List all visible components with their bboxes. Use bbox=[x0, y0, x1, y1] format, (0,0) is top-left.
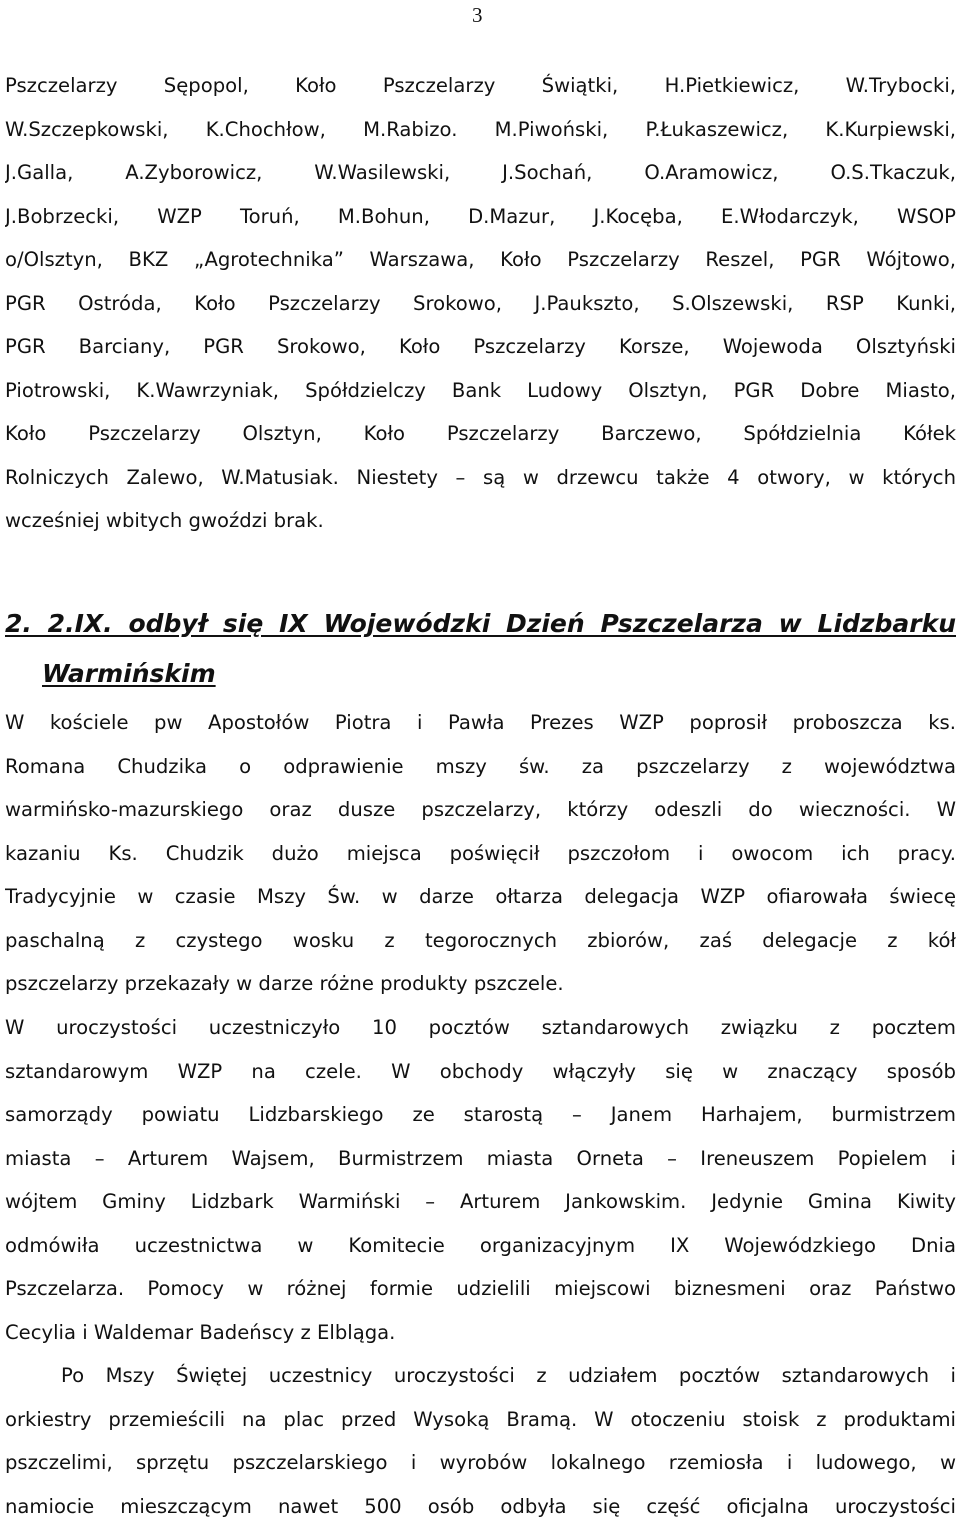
text-line: samorządy powiatu Lidzbarskiego ze starostą – Janem Harhajem, burmistrzem bbox=[5, 1093, 956, 1137]
text-line: namiocie mieszczącym nawet 500 osób odbyła się część oficjalna uroczystości bbox=[5, 1485, 956, 1528]
text-line: odmówiła uczestnictwa w Komitecie organizacyjnym IX Wojewódzkiego Dnia bbox=[5, 1224, 956, 1268]
section-heading-line-2: Warmińskim bbox=[5, 649, 956, 699]
text-line: pszczelimi, sprzętu pszczelarskiego i wyrobów lokalnego rzemiosła i ludowego, w bbox=[5, 1441, 956, 1485]
text-line: Romana Chudzika o odprawienie mszy św. za pszczelarzy z województwa bbox=[5, 745, 956, 789]
section-heading bbox=[5, 599, 956, 699]
text-line: sztandarowym WZP na czele. W obchody włączyły się w znaczący sposób bbox=[5, 1050, 956, 1094]
paragraph-ceremony bbox=[5, 1006, 956, 1354]
text-line: J.Galla, A.Zyborowicz, W.Wasilewski, J.Sochań, O.Aramowicz, O.S.Tkaczuk, bbox=[5, 151, 956, 195]
text-line: W.Szczepkowski, K.Chochłow, M.Rabizo. M.Piwoński, P.Łukaszewicz, K.Kurpiewski, bbox=[5, 108, 956, 152]
text-line: Rolniczych Zalewo, W.Matusiak. Niestety – są w drzewcu także 4 otwory, w których bbox=[5, 456, 956, 500]
page-number: 3 bbox=[472, 3, 483, 27]
section-heading-line-1: 2. 2.IX. odbył się IX Wojewódzki Dzień Pszczelarza w Lidzbarku bbox=[5, 599, 956, 649]
text-line: Pszczelarza. Pomocy w różnej formie udzielili miejscowi biznesmeni oraz Państwo bbox=[5, 1267, 956, 1311]
text-line: orkiestry przemieścili na plac przed Wysoką Bramą. W otoczeniu stoisk z produktami bbox=[5, 1398, 956, 1442]
text-line: paschalną z czystego wosku z tegorocznych zbiorów, zaś delegacje z kół bbox=[5, 919, 956, 963]
text-line: PGR Barciany, PGR Srokowo, Koło Pszczelarzy Korsze, Wojewoda Olsztyński bbox=[5, 325, 956, 369]
text-line: wcześniej wbitych gwoździ brak. bbox=[5, 499, 956, 543]
text-line: o/Olsztyn, BKZ „Agrotechnika” Warszawa, Koło Pszczelarzy Reszel, PGR Wójtowo, bbox=[5, 238, 956, 282]
text-line: W kościele pw Apostołów Piotra i Pawła Prezes WZP poprosił proboszcza ks. bbox=[5, 701, 956, 745]
text-line: Cecylia i Waldemar Badeńscy z Elbląga. bbox=[5, 1311, 956, 1355]
text-line: kazaniu Ks. Chudzik dużo miejsca poświęcił pszczołom i owocom ich pracy. bbox=[5, 832, 956, 876]
text-line: PGR Ostróda, Koło Pszczelarzy Srokowo, J.Paukszto, S.Olszewski, RSP Kunki, bbox=[5, 282, 956, 326]
text-line: pszczelarzy przekazały w darze różne produkty pszczele. bbox=[5, 962, 956, 1006]
text-line: J.Bobrzecki, WZP Toruń, M.Bohun, D.Mazur, J.Kocęba, E.Włodarczyk, WSOP bbox=[5, 195, 956, 239]
text-line: miasta – Arturem Wajsem, Burmistrzem miasta Orneta – Ireneuszem Popielem i bbox=[5, 1137, 956, 1181]
paragraph-mass bbox=[5, 701, 956, 1006]
text-line: Po Mszy Świętej uczestnicy uroczystości z udziałem pocztów sztandarowych i bbox=[5, 1354, 956, 1398]
text-line: Piotrowski, K.Wawrzyniak, Spółdzielczy Bank Ludowy Olsztyn, PGR Dobre Miasto, bbox=[5, 369, 956, 413]
text-line: Tradycyjnie w czasie Mszy Św. w darze ołtarza delegacja WZP ofiarowała świecę bbox=[5, 875, 956, 919]
paragraph-after-mass bbox=[5, 1354, 956, 1528]
text-line: wójtem Gminy Lidzbark Warmiński – Arturem Jankowskim. Jedynie Gmina Kiwity bbox=[5, 1180, 956, 1224]
text-line: warmińsko-mazurskiego oraz dusze pszczelarzy, którzy odeszli do wieczności. W bbox=[5, 788, 956, 832]
text-line: W uroczystości uczestniczyło 10 pocztów sztandarowych związku z pocztem bbox=[5, 1006, 956, 1050]
text-line: Koło Pszczelarzy Olsztyn, Koło Pszczelarzy Barczewo, Spółdzielnia Kółek bbox=[5, 412, 956, 456]
paragraph-intro bbox=[5, 64, 956, 543]
text-line: Pszczelarzy Sępopol, Koło Pszczelarzy Świątki, H.Pietkiewicz, W.Trybocki, bbox=[5, 64, 956, 108]
